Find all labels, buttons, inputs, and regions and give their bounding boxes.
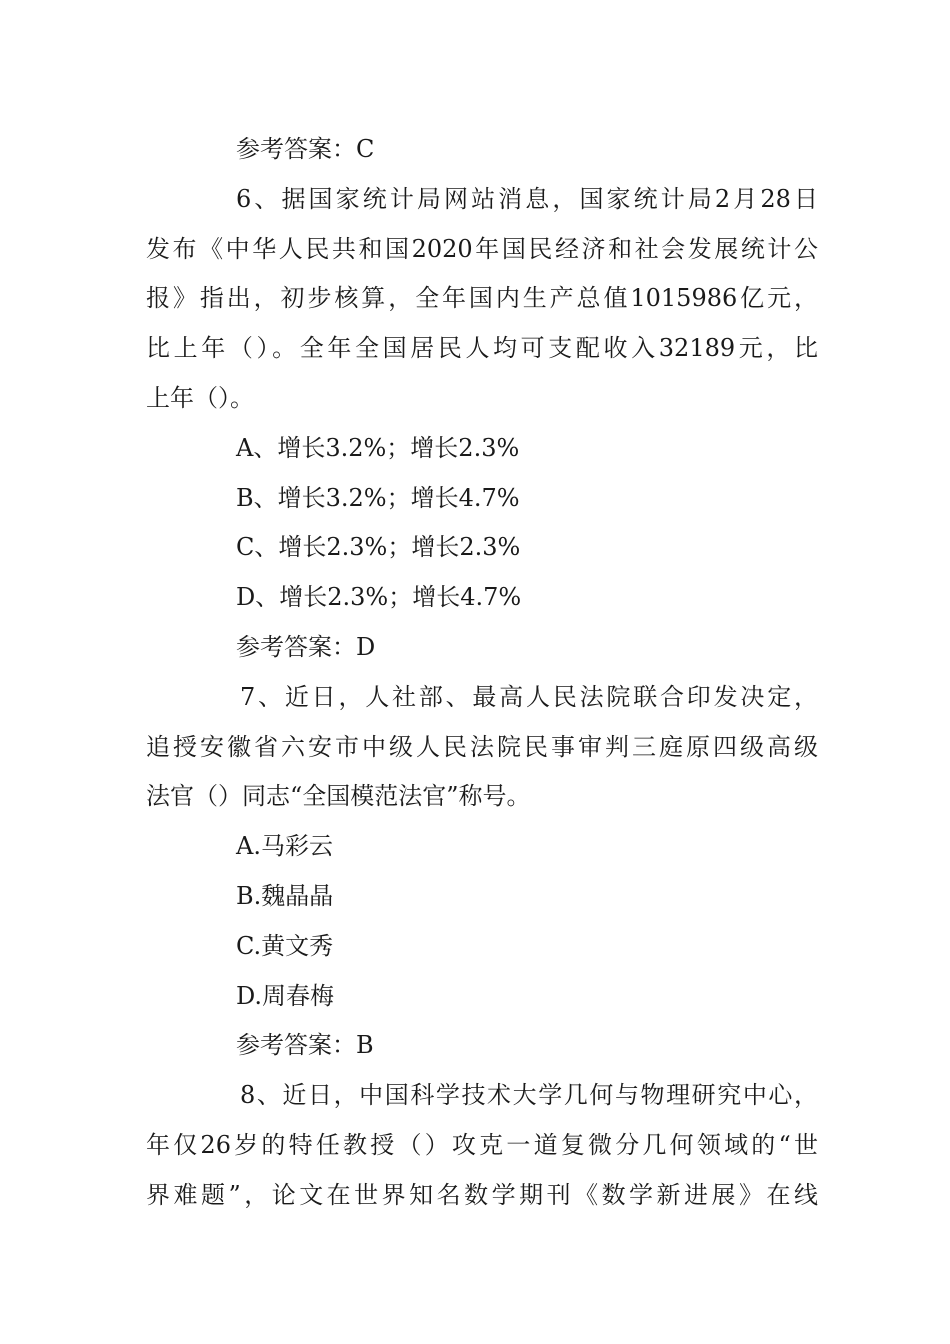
question-8-line-1: 8、近日，中国科学技术大学几何与物理研究中心， — [240, 1081, 818, 1110]
question-7-option-b: B.魏晶晶 — [236, 881, 334, 910]
question-7-line-2: 追授安徽省六安市中级人民法院民事审判三庭原四级高级 — [146, 732, 818, 761]
question-6-line-1: 6、据国家统计局网站消息，国家统计局2月28日 — [236, 184, 818, 213]
question-7-option-a: A.马彩云 — [236, 832, 333, 861]
question-7-line-1: 7、近日，人社部、最高人民法院联合印发决定， — [240, 682, 818, 711]
question-6-line-2: 发布《中华人民共和国2020年国民经济和社会发展统计公 — [146, 234, 818, 263]
question-7-option-d: D.周春梅 — [236, 981, 335, 1010]
question-8-line-2: 年仅26岁的特任教授（）攻克一道复微分几何领域的“世 — [146, 1130, 818, 1159]
answer-7: 参考答案：B — [236, 1031, 374, 1060]
question-6-option-b: B、增长3.2%；增长4.7% — [236, 483, 520, 512]
document-body — [146, 125, 818, 1221]
question-6-line-3: 报》指出，初步核算，全年国内生产总值1015986亿元， — [146, 284, 818, 313]
question-6-line-5: 上年（）。 — [146, 383, 254, 412]
question-8-line-3: 界难题”，论文在世界知名数学期刊《数学新进展》在线 — [146, 1180, 818, 1209]
question-7-option-c: C.黄文秀 — [236, 931, 334, 960]
question-6-option-c: C、增长2.3%；增长2.3% — [236, 533, 521, 562]
answer-6: 参考答案：D — [236, 632, 376, 661]
question-6-option-a: A、增长3.2%；增长2.3% — [236, 433, 520, 462]
question-6-line-4: 比上年（）。全年全国居民人均可支配收入32189元，比 — [146, 334, 818, 363]
question-6-option-d: D、增长2.3%；增长4.7% — [236, 583, 522, 612]
answer-5: 参考答案：C — [236, 135, 375, 163]
question-7-line-3: 法官（）同志“全国模范法官”称号。 — [146, 782, 531, 811]
